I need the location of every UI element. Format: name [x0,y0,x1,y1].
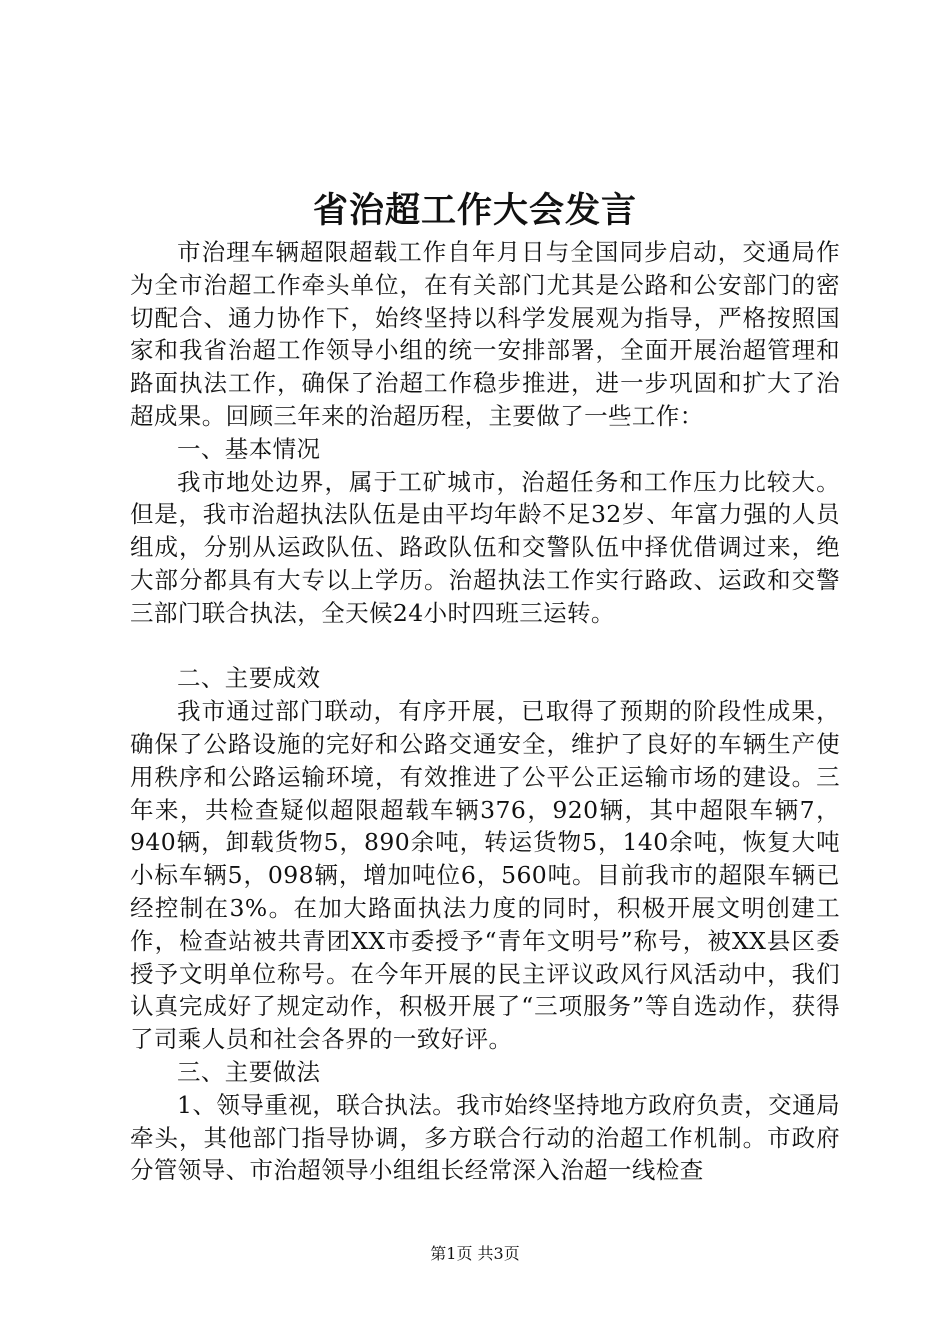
document-body [130,236,840,1187]
section-heading-basic: 一、基本情况 [177,434,321,463]
page-footer: 第1页 共3页 [430,1244,520,1263]
basic-situation-paragraph: 我市地处边界，属于工矿城市，治超任务和工作压力比较大。但是，我市治超执法队伍是由平均年龄不足32岁、年富力强的人员组成，分别从运政队伍、路政队伍和交警队伍中择优借调过来，绝大部分都具有大专以上学历。治超执法工作实行路政、运政和交警三部门联合执法，全天候24小时四班三运转。 [130,467,840,627]
page-title: 省治超工作大会发言 [312,190,637,231]
results-paragraph: 我市通过部门联动，有序开展，已取得了预期的阶段性成果，确保了公路设施的完好和公路交通安全，维护了良好的车辆生产使用秩序和公路运输环境，有效推进了公平公正运输市场的建设。三年来，共检查疑似超限超载车辆376，920辆，其中超限车辆7，940辆，卸载货物5，890余吨，转运货物5，140余吨，恢复大吨小标车辆5，098辆，增加吨位6，560吨。目前我市的超限车辆已经控制在3%。在加大路面执法力度的同时，积极开展文明创建工作，检查站被共青团XX市委授予“青年文明号”称号，被XX县区委授予文明单位称号。在今年开展的民主评议政风行风活动中，我们认真完成好了规定动作，积极开展了“三项服务”等自选动作，获得了司乘人员和社会各界的一致好评。 [130,697,840,1054]
methods-paragraph: 1、领导重视，联合执法。我市始终坚持地方政府负责，交通局牵头，其他部门指导协调，多方联合行动的治超工作机制。市政府分管领导、市治超领导小组组长经常深入治超一线检查 [130,1090,840,1185]
intro-paragraph: 市治理车辆超限超载工作自年月日与全国同步启动，交通局作为全市治超工作牵头单位，在有关部门尤其是公路和公安部门的密切配合、通力协作下，始终坚持以科学发展观为指导，严格按照国家和我省治超工作领导小组的统一安排部署，全面开展治超管理和路面执法工作，确保了治超工作稳步推进，进一步巩固和扩大了治超成果。回顾三年来的治超历程，主要做了一些工作： [130,238,840,430]
section-heading-results: 二、主要成效 [177,664,321,693]
blank-line [130,630,840,663]
section-heading-methods: 三、主要做法 [177,1057,321,1086]
